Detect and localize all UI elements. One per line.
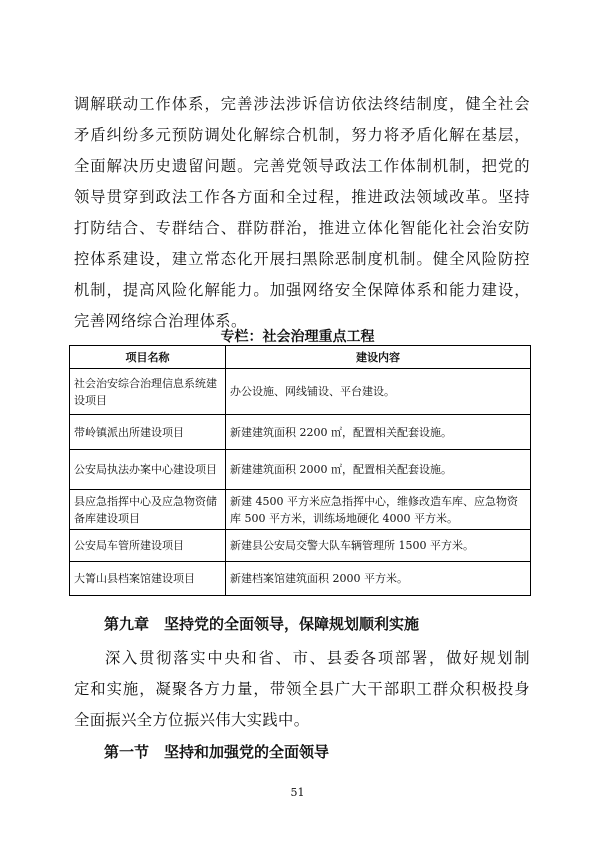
paragraph-line: 领导贯穿到政法工作各方面和全过程，推进政法领域改革。坚持: [74, 188, 530, 206]
paragraph-line: 打防结合、专群结合、群防群治，推进立体化智能化社会治安防: [74, 219, 530, 237]
header-construction-content: 建设内容: [226, 346, 531, 369]
project-content-cell: 新建建筑面积 2000 ㎡，配置相关配套设施。: [226, 450, 531, 490]
project-name-cell: 县应急指挥中心及应急物资储备库建设项目: [70, 490, 226, 530]
project-name-cell: 大箐山县档案馆建设项目: [70, 562, 226, 596]
table-row: [70, 530, 531, 562]
section-heading: 第一节 坚持和加强党的全面领导: [104, 743, 330, 761]
body-paragraph-2: [74, 643, 530, 736]
project-content-cell: 新建县公安局交警大队车辆管理所 1500 平方米。: [226, 530, 531, 562]
project-name-cell: 公安局车管所建设项目: [70, 530, 226, 562]
table-row: [70, 562, 531, 596]
body-paragraph-1: [74, 89, 530, 337]
paragraph-line: 深入贯彻落实中央和省、市、县委各项部署，做好规划制: [105, 649, 530, 667]
paragraph-line: 全面解决历史遗留问题。完善党领导政法工作体制机制，把党的: [74, 157, 530, 175]
table-header-row: [70, 346, 531, 369]
project-name-cell: 公安局执法办案中心建设项目: [70, 450, 226, 490]
projects-table: [69, 345, 531, 596]
paragraph-line: 完善网络综合治理体系。: [74, 312, 247, 330]
table-row: [70, 369, 531, 415]
paragraph-line: 全面振兴全方位振兴伟大实践中。: [74, 711, 310, 729]
page-number: 51: [290, 786, 305, 799]
table-row: [70, 490, 531, 530]
paragraph-line: 矛盾纠纷多元预防调处化解综合机制，努力将矛盾化解在基层，: [74, 126, 530, 144]
chapter-heading: 第九章 坚持党的全面领导，保障规划顺利实施: [104, 615, 420, 633]
paragraph-line: 控体系建设，建立常态化开展扫黑除恶制度机制。健全风险防控: [74, 250, 530, 268]
header-project-name: 项目名称: [70, 346, 226, 369]
paragraph-line: 机制，提高风险化解能力。加强网络安全保障体系和能力建设，: [74, 281, 530, 299]
project-content-cell: 新建档案馆建筑面积 2000 平方米。: [226, 562, 531, 596]
project-content-cell: 新建建筑面积 2200 ㎡，配置相关配套设施。: [226, 415, 531, 450]
table-title: 专栏：社会治理重点工程: [220, 329, 375, 345]
project-content-cell: 新建 4500 平方米应急指挥中心，维修改造车库、应急物资库 500 平方米，训练场地硬化 4000 平方米。: [226, 490, 531, 530]
table-row: [70, 415, 531, 450]
project-content-cell: 办公设施、网线铺设、平台建设。: [226, 369, 531, 415]
project-name-cell: 带岭镇派出所建设项目: [70, 415, 226, 450]
paragraph-line: 定和实施，凝聚各方力量，带领全县广大干部职工群众积极投身: [74, 680, 530, 698]
paragraph-line: 调解联动工作体系，完善涉法涉诉信访依法终结制度，健全社会: [74, 95, 530, 113]
table-row: [70, 450, 531, 490]
project-name-cell: 社会治安综合治理信息系统建设项目: [70, 369, 226, 415]
